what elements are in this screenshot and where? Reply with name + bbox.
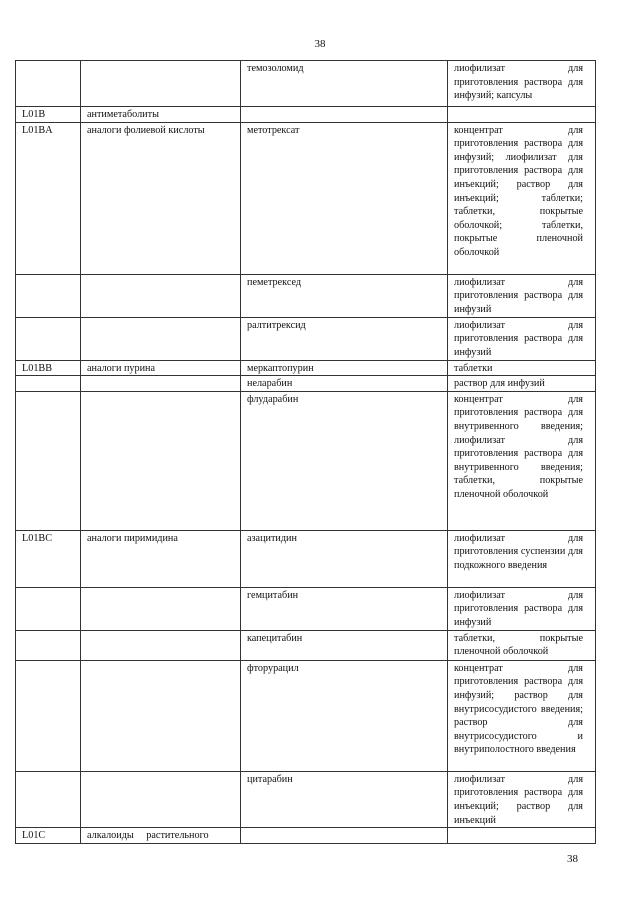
group-name-cell: антиметаболиты xyxy=(81,107,241,123)
dosage-form-cell: концентрат для приготовления раствора для внутривенного введения; лиофилизат для приготовления раствора для внутривенного введения; таблетки, покрытые пленочной оболочкой xyxy=(448,391,596,530)
table-row xyxy=(16,107,596,123)
drug-name-cell: ралтитрексид xyxy=(241,317,448,360)
dosage-form-cell: концентрат для приготовления раствора для инфузий; лиофилизат для приготовления раствора для инъекций; раствор для инъекций; таблетки; таблетки, покрытые оболочкой; таблетки, покрытые пленочной оболочкой xyxy=(448,122,596,274)
table-row xyxy=(16,360,596,376)
page-number-top: 38 xyxy=(314,38,326,50)
drug-name-cell xyxy=(241,107,448,123)
group-name-cell: аналоги пиримидина xyxy=(81,530,241,587)
atc-code-cell xyxy=(16,61,81,107)
dosage-form-cell: лиофилизат для приготовления раствора для инфузий; капсулы xyxy=(448,61,596,107)
drug-name-cell xyxy=(241,828,448,844)
page-number-bottom: 38 xyxy=(567,853,578,865)
drug-name-cell: капецитабин xyxy=(241,630,448,660)
group-name-cell xyxy=(81,274,241,317)
atc-code-cell xyxy=(16,587,81,630)
drug-name-cell: цитарабин xyxy=(241,771,448,827)
atc-code-cell: L01C xyxy=(16,828,81,844)
table-row xyxy=(16,771,596,827)
atc-code-cell xyxy=(16,660,81,771)
dosage-form-cell: лиофилизат для приготовления раствора для инфузий xyxy=(448,274,596,317)
table-row xyxy=(16,274,596,317)
dosage-form-cell: лиофилизат для приготовления раствора для инфузий xyxy=(448,587,596,630)
atc-code-cell: L01BC xyxy=(16,530,81,587)
dosage-form-cell: концентрат для приготовления раствора для инфузий; раствор для внутрисосудистого введения; раствор для внутрисосудистого и внутриполостного введения xyxy=(448,660,596,771)
drug-name-cell: неларабин xyxy=(241,376,448,392)
dosage-form-cell: таблетки xyxy=(448,360,596,376)
group-name-cell xyxy=(81,317,241,360)
group-name-cell xyxy=(81,391,241,530)
dosage-form-cell: раствор для инфузий xyxy=(448,376,596,392)
group-name-cell xyxy=(81,660,241,771)
atc-code-cell: L01B xyxy=(16,107,81,123)
group-name-cell xyxy=(81,630,241,660)
atc-code-cell xyxy=(16,771,81,827)
atc-code-cell: L01BB xyxy=(16,360,81,376)
atc-code-cell xyxy=(16,630,81,660)
drug-name-cell: темозоломид xyxy=(241,61,448,107)
group-name-cell: аналоги пурина xyxy=(81,360,241,376)
group-name-cell: аналоги фолиевой кислоты xyxy=(81,122,241,274)
drug-name-cell: пеметрексед xyxy=(241,274,448,317)
table-row xyxy=(16,587,596,630)
table-row xyxy=(16,317,596,360)
atc-code-cell xyxy=(16,376,81,392)
dosage-form-cell: лиофилизат для приготовления раствора для инфузий xyxy=(448,317,596,360)
table-row xyxy=(16,391,596,530)
table-row xyxy=(16,122,596,274)
dosage-form-cell: лиофилизат для приготовления суспензии для подкожного введения xyxy=(448,530,596,587)
dosage-form-cell: таблетки, покрытые пленочной оболочкой xyxy=(448,630,596,660)
group-name-cell xyxy=(81,61,241,107)
dosage-form-cell: лиофилизат для приготовления раствора для инъекций; раствор для инъекций xyxy=(448,771,596,827)
atc-code-cell xyxy=(16,391,81,530)
drug-name-cell: меркаптопурин xyxy=(241,360,448,376)
drug-name-cell: флударабин xyxy=(241,391,448,530)
drug-classification-table xyxy=(15,60,596,844)
table-row xyxy=(16,530,596,587)
group-name-cell xyxy=(81,587,241,630)
table-row xyxy=(16,630,596,660)
table-row xyxy=(16,61,596,107)
table-row xyxy=(16,376,596,392)
group-name-cell xyxy=(81,376,241,392)
drug-name-cell: гемцитабин xyxy=(241,587,448,630)
table-row xyxy=(16,660,596,771)
atc-code-cell: L01BA xyxy=(16,122,81,274)
table-row xyxy=(16,828,596,844)
dosage-form-cell xyxy=(448,828,596,844)
atc-code-cell xyxy=(16,274,81,317)
drug-name-cell: метотрексат xyxy=(241,122,448,274)
group-name-cell xyxy=(81,771,241,827)
drug-name-cell: азацитидин xyxy=(241,530,448,587)
dosage-form-cell xyxy=(448,107,596,123)
drug-name-cell: фторурацил xyxy=(241,660,448,771)
group-name-cell: алкалоиды растительного xyxy=(81,828,241,844)
atc-code-cell xyxy=(16,317,81,360)
